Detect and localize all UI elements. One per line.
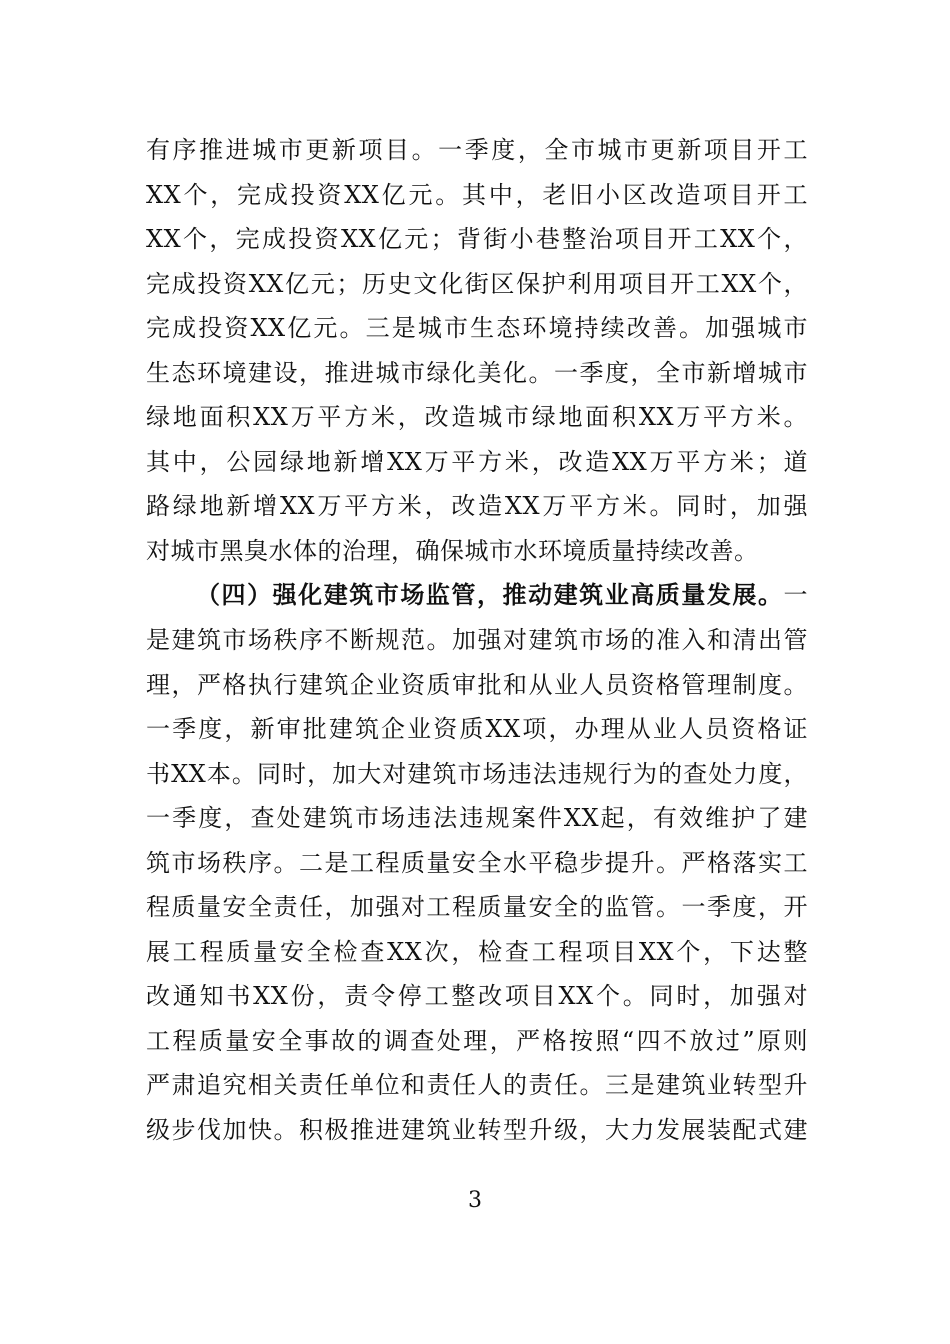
text-line: 级步伐加快。积极推进建筑业转型升级，大力发展装配式建 (146, 1116, 808, 1145)
text-line: XX个，完成投资XX亿元；背街小巷整治项目开工XX个， (146, 225, 808, 254)
text-line: 一季度，查处建筑市场违法违规案件XX起，有效维护了建 (146, 804, 808, 833)
text-line: XX个，完成投资XX亿元。其中，老旧小区改造项目开工 (146, 180, 808, 209)
page-number: 3 (468, 1188, 482, 1213)
section-heading: （四）强化建筑市场监管，推动建筑业高质量发展。 (196, 580, 784, 610)
text-line: 展工程质量安全检查XX次，检查工程项目XX个，下达整 (146, 937, 808, 966)
text-line: 其中，公园绿地新增XX万平方米，改造XX万平方米；道 (146, 447, 808, 476)
text-line: 对城市黑臭水体的治理，确保城市水环境质量持续改善。 (146, 536, 759, 565)
text-line: 生态环境建设，推进城市绿化美化。一季度，全市新增城市 (146, 358, 808, 387)
text-line: 完成投资XX亿元；历史文化街区保护利用项目开工XX个， (146, 269, 808, 298)
text-line: 严肃追究相关责任单位和责任人的责任。三是建筑业转型升 (146, 1071, 808, 1100)
text-line: 筑市场秩序。二是工程质量安全水平稳步提升。严格落实工 (146, 848, 808, 877)
text-line: 一季度，新审批建筑企业资质XX项，办理从业人员资格证 (146, 715, 808, 744)
body-text (146, 128, 808, 1153)
text-line: 有序推进城市更新项目。一季度，全市城市更新项目开工 (146, 136, 808, 164)
text-line: 程质量安全责任，加强对工程质量安全的监管。一季度，开 (146, 893, 808, 922)
section-heading-line (146, 573, 808, 618)
text-line: 书XX本。同时，加大对建筑市场违法违规行为的查处力度， (146, 759, 808, 788)
text-line: 改通知书XX份，责令停工整改项目XX个。同时，加强对 (146, 982, 808, 1011)
text-line: 工程质量安全事故的调查处理，严格按照“四不放过”原则 (146, 1026, 808, 1055)
text-line: 绿地面积XX万平方米，改造城市绿地面积XX万平方米。 (146, 403, 808, 432)
text-line: 路绿地新增XX万平方米，改造XX万平方米。同时，加强 (146, 492, 808, 521)
section-heading-tail: 一 (783, 581, 808, 610)
text-line: 理，严格执行建筑企业资质审批和从业人员资格管理制度。 (146, 670, 808, 699)
text-line: 是建筑市场秩序不断规范。加强对建筑市场的准入和清出管 (146, 626, 808, 655)
text-line: 完成投资XX亿元。三是城市生态环境持续改善。加强城市 (146, 314, 808, 343)
